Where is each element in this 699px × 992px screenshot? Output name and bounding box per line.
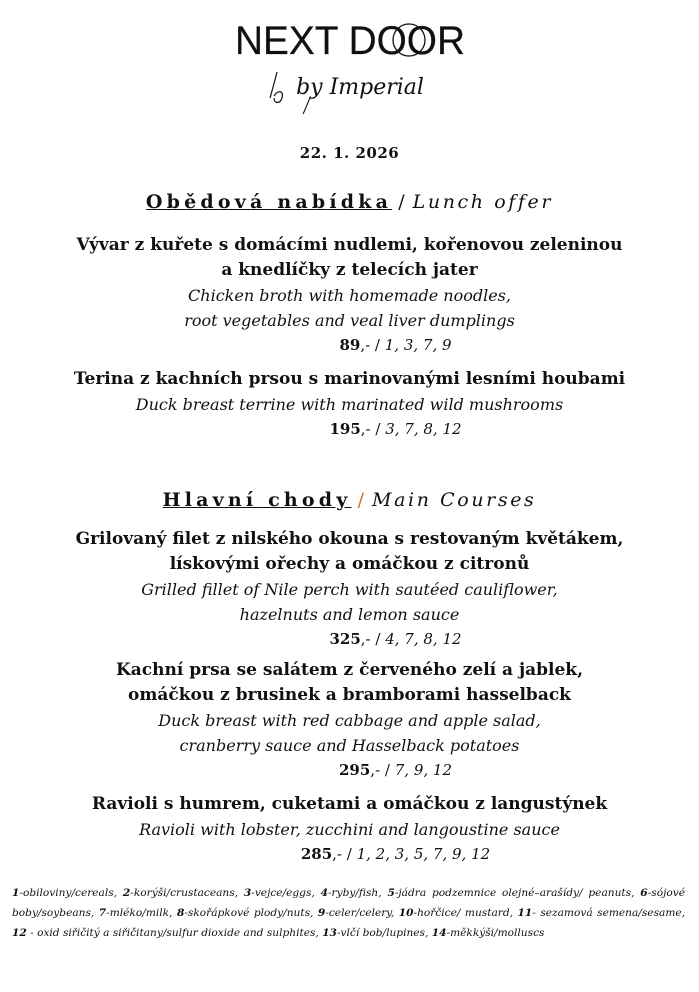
allergen-entry: 11- sezamová semena/sesame, [517,907,686,919]
dish-name-cz: Terina z kachních prsou s marinovanými lesními houbami [73,369,626,389]
dish-name-en: hazelnuts and lemon sauce [239,605,460,624]
allergen-entry: 8-skořápkové plody/nuts, [176,907,314,919]
section-title-lunch [0,191,699,213]
dish-name-cz: Grilovaný filet z nilského okouna s restovaným květákem, [75,529,624,549]
allergen-entry: 1-obiloviny/cereals, [12,887,118,899]
dish-name-en: Ravioli with lobster, zucchini and langoustine sauce [139,820,560,839]
allergen-entry: 6-sójové boby/soybeans, [12,887,685,919]
menu-date: 22. 1. 2026 [299,144,400,162]
section-title-cz: Obědová nabídka [145,191,393,213]
price-suffix: ,- / [360,336,380,354]
allergen-entry: 3-vejce/eggs, [243,887,315,899]
section-title-cz: Hlavní chody [162,489,352,511]
price-value: 325 [329,630,361,648]
logo-name: NEXT DOOR [234,19,465,63]
allergen-codes: 7, 9, 12 [394,761,452,779]
allergen-entry: 7-mléko/milk, [98,907,173,919]
dish-item [0,233,699,357]
dish-name-cz: a knedlíčky z telecích jater [221,260,478,280]
price-value: 195 [329,420,361,438]
logo-tagline-flourish-icon [270,72,282,103]
section-title-main-courses [0,489,699,511]
section-title-separator: / [398,191,407,213]
dish-price [0,627,699,651]
allergen-codes: 4, 7, 8, 12 [385,630,462,648]
dish-item [0,367,699,441]
section-title-en: Lunch offer [412,191,554,213]
section-title-separator: / [357,489,366,511]
dish-item [0,527,699,651]
allergen-codes: 1, 3, 7, 9 [384,336,452,354]
logo-tail-icon [303,98,310,114]
allergen-entry: 2-korýši/crustaceans, [122,887,239,899]
logo-tagline: by Imperial [295,75,424,100]
allergen-entry: 14-měkkýši/molluscs [431,927,545,939]
allergen-entry: 12 - oxid siřičitý a siřičitany/sulfur dioxide and sulphites, [12,927,319,939]
allergen-entry: 5-jádra podzemnice olejné–arašídy/ peanuts, [387,887,635,899]
dish-name-cz: Ravioli s humrem, cuketami a omáčkou z langustýnek [91,794,608,814]
allergen-entry: 4-ryby/fish, [320,887,382,899]
price-suffix: ,- / [360,630,381,648]
dish-name-cz: omáčkou z brusinek a bramborami hasselback [128,685,571,705]
allergen-entry: 13-vlčí bob/lupines, [322,927,429,939]
dish-name-en: root vegetables and veal liver dumplings [184,311,515,330]
allergen-legend [12,883,685,943]
price-suffix: ,- / [360,420,381,438]
dish-name-en: Duck breast terrine with marinated wild mushrooms [135,395,564,414]
dish-name-en: cranberry sauce and Hasselback potatoes [179,736,520,755]
dish-price [0,333,699,357]
dish-name-en: Grilled fillet of Nile perch with sautéed cauliflower, [141,580,558,599]
dish-item [0,658,699,782]
dish-name-cz: Kachní prsa se salátem z červeného zelí a jablek, [116,660,583,680]
dish-name-cz: lískovými ořechy a omáčkou z citronů [169,554,530,574]
dish-price [0,758,699,782]
dish-item [0,792,699,866]
dish-name-en: Chicken broth with homemade noodles, [188,286,511,305]
allergen-entry: 9-celer/celery, [317,907,395,919]
dish-name-cz: Vývar z kuřete s domácími nudlemi, kořenovou zeleninou [76,235,623,255]
logo-graphic [230,14,470,130]
allergen-codes: 3, 7, 8, 12 [385,420,462,438]
price-value: 89 [339,336,361,354]
allergen-codes: 1, 2, 3, 5, 7, 9, 12 [356,845,491,863]
price-suffix: ,- / [370,761,390,779]
dish-name-en: Duck breast with red cabbage and apple salad, [158,711,541,730]
allergen-entry: 10-hořčice/ mustard, [398,907,514,919]
price-value: 295 [338,761,371,779]
dish-price [0,842,699,866]
price-value: 285 [300,845,333,863]
price-suffix: ,- / [332,845,352,863]
logo [0,14,699,130]
section-title-en: Main Courses [372,489,537,511]
dish-price [0,417,699,441]
